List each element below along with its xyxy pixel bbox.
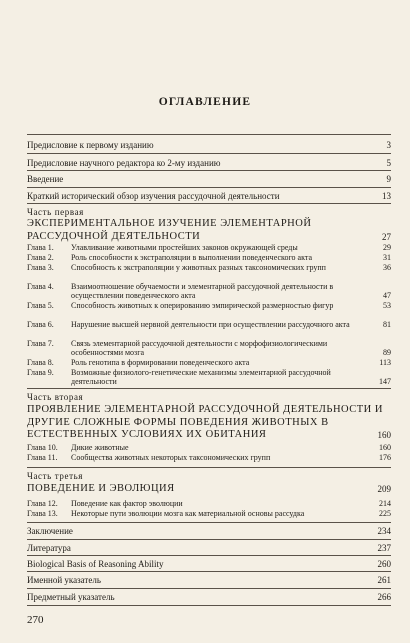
divider (27, 170, 391, 171)
part-page: 27 (382, 231, 391, 242)
part-label: Часть первая (27, 207, 84, 217)
chapter-page: 214 (379, 499, 391, 508)
chapter-page: 31 (383, 253, 391, 262)
chapter-entry (27, 453, 391, 462)
toc-entry (27, 526, 391, 536)
entry-page: 260 (377, 559, 391, 569)
chapter-title: Дикие животные (71, 443, 129, 452)
part-label: Часть третья (27, 471, 84, 481)
chapter-entry (27, 243, 391, 252)
chapter-label: Глава 11. (27, 453, 58, 462)
entry-page: 3 (386, 140, 391, 150)
divider (27, 134, 391, 135)
toc-entry (27, 575, 391, 585)
chapter-entry (27, 499, 391, 508)
part-page: 160 (377, 430, 391, 440)
chapter-title: Поведение как фактор эволюции (71, 499, 183, 508)
chapter-page: 147 (379, 377, 391, 386)
chapter-label: Глава 6. (27, 320, 54, 329)
divider (27, 539, 391, 540)
chapter-page: 89 (383, 348, 391, 357)
chapter-title: Возможные физиолого-генетические механизмы элементарной рассудочной деятельности (71, 368, 331, 386)
chapter-entry (27, 339, 391, 357)
chapter-page: 47 (383, 291, 391, 300)
divider (27, 571, 391, 572)
chapter-page: 36 (383, 263, 391, 272)
part-label: Часть вторая (27, 392, 84, 402)
toc-entry (27, 559, 391, 569)
chapter-label: Глава 3. (27, 263, 54, 272)
divider (27, 522, 391, 523)
chapter-entry (27, 282, 391, 300)
divider (27, 605, 391, 606)
chapter-entry (27, 368, 391, 386)
divider (27, 388, 391, 389)
entry-title: Предисловие к первому изданию (27, 140, 154, 150)
chapter-label: Глава 12. (27, 499, 58, 508)
entry-title: Краткий исторический обзор изучения рассудочной деятельности (27, 191, 280, 201)
divider (27, 203, 391, 204)
entry-title: Заключение (27, 526, 73, 536)
chapter-title: Связь элементарной рассудочной деятельности с морфофизиологическими особенностями мозга (71, 339, 328, 357)
chapter-label: Глава 10. (27, 443, 58, 452)
part-title: ПРОЯВЛЕНИЕ ЭЛЕМЕНТАРНОЙ РАССУДОЧНОЙ ДЕЯТЕЛЬНОСТИ И ДРУГИЕ СЛОЖНЫЕ ФОРМЫ ПОВЕДЕНИЯ ЖИВОТНЫХ В ЕСТЕСТВЕННЫХ УСЛОВИЯХ ИХ ОБИТАНИЯ 160 (27, 404, 391, 440)
chapter-entry (27, 509, 391, 518)
divider (27, 153, 391, 154)
chapter-page: 29 (383, 243, 391, 252)
toc-entry (27, 543, 391, 553)
part-page: 209 (377, 484, 391, 494)
toc-entry (27, 174, 391, 184)
entry-page: 261 (377, 575, 391, 585)
toc-entry (27, 140, 391, 150)
entry-title: Введение (27, 174, 64, 184)
chapter-page: 160 (379, 443, 391, 452)
chapter-title: Улавливание животными простейших законов окружающей среды (71, 243, 298, 252)
chapter-title: Сообщества животных некоторых таксономических групп (71, 453, 271, 462)
chapter-title: Взаимоотношение обучаемости и элементарной рассудочной деятельности в осуществлении поведенческого акта (71, 282, 334, 300)
chapter-entry (27, 253, 391, 262)
entry-title: Biological Basis of Reasoning Ability (27, 559, 164, 569)
divider (27, 187, 391, 188)
entry-title: Именной указатель (27, 575, 101, 585)
entry-page: 237 (377, 543, 391, 553)
chapter-label: Глава 2. (27, 253, 54, 262)
chapter-label: Глава 8. (27, 358, 54, 367)
chapter-page: 176 (379, 453, 391, 462)
page-title: ОГЛАВЛЕНИЕ (158, 96, 252, 108)
chapter-title: Некоторые пути эволюции мозга как материальной основы рассудка (71, 509, 305, 518)
chapter-label: Глава 1. (27, 243, 54, 252)
divider (27, 555, 391, 556)
entry-page: 9 (386, 174, 391, 184)
chapter-title: Роль генотипа в формировании поведенческого акта (71, 358, 250, 367)
page-number: 270 (27, 614, 44, 626)
chapter-page: 225 (379, 509, 391, 518)
entry-page: 266 (377, 592, 391, 602)
chapter-title: Способность к экстраполяции у животных разных таксономических групп (71, 263, 326, 272)
divider (27, 467, 391, 468)
divider (27, 588, 391, 589)
entry-title: Предметный указатель (27, 592, 115, 602)
chapter-entry (27, 263, 391, 272)
toc-entry (27, 191, 391, 201)
entry-page: 13 (382, 191, 391, 201)
chapter-title: Роль способности к экстраполяции в выполнении поведенческого акта (71, 253, 313, 262)
chapter-title: Способность животных к оперированию эмпирической размерностью фигур (71, 301, 334, 310)
chapter-label: Глава 5. (27, 301, 54, 310)
chapter-page: 81 (383, 320, 391, 329)
toc-entry (27, 592, 391, 602)
chapter-entry (27, 358, 391, 367)
part-title: ЭКСПЕРИМЕНТАЛЬНОЕ ИЗУЧЕНИЕ ЭЛЕМЕНТАРНОЙ РАССУДОЧНОЙ ДЕЯТЕЛЬНОСТИ 27 (27, 218, 391, 242)
chapter-label: Глава 4. (27, 282, 54, 291)
part-title: ПОВЕДЕНИЕ И ЭВОЛЮЦИЯ 209 (27, 483, 391, 494)
chapter-page: 113 (379, 358, 391, 367)
entry-page: 5 (386, 158, 391, 168)
chapter-label: Глава 7. (27, 339, 54, 348)
chapter-label: Глава 13. (27, 509, 58, 518)
chapter-entry (27, 320, 391, 329)
chapter-label: Глава 9. (27, 368, 54, 377)
entry-title: Предисловие научного редактора ко 2-му изданию (27, 158, 221, 168)
chapter-entry (27, 301, 391, 310)
chapter-entry (27, 443, 391, 452)
entry-page: 234 (377, 526, 391, 536)
chapter-title: Нарушение высшей нервной деятельности при осуществлении рассудочного акта (71, 320, 350, 329)
entry-title: Литература (27, 543, 71, 553)
chapter-page: 53 (383, 301, 391, 310)
toc-entry (27, 158, 391, 168)
